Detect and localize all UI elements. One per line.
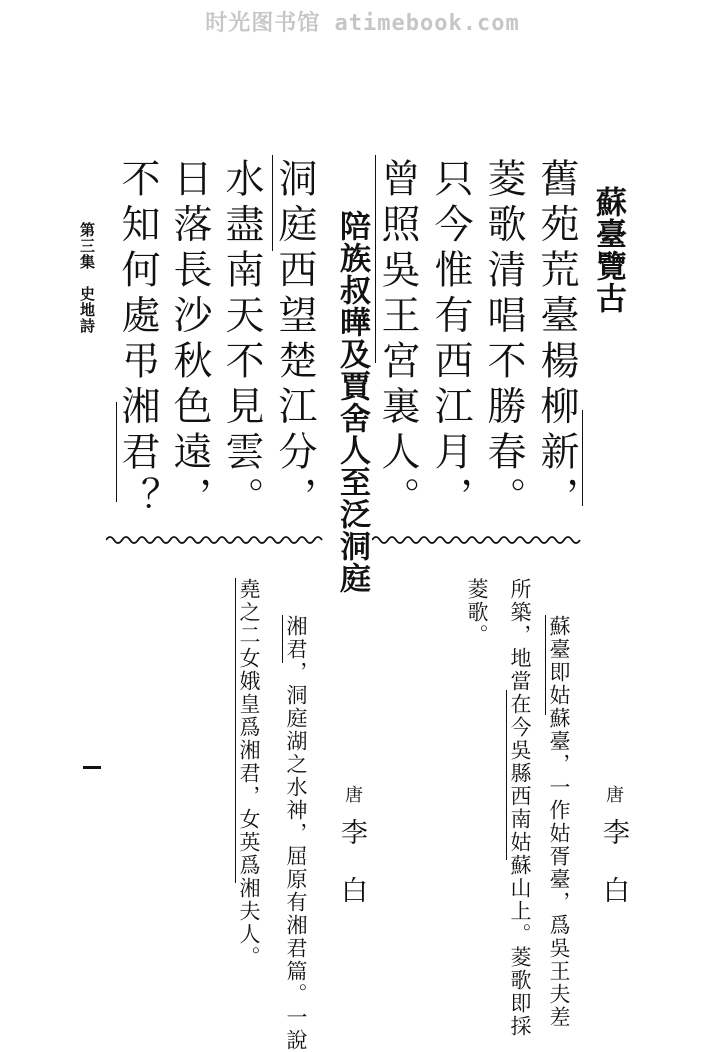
- wavy-divider: [106, 533, 328, 547]
- annotation-line: 所築，地當在今吳縣西南姑蘇山上。菱歌即採: [508, 578, 532, 1038]
- name-mark: [235, 578, 236, 883]
- poem-line: 水盡南天不見雲。: [219, 158, 264, 522]
- name-mark: [116, 402, 117, 502]
- name-mark: [545, 615, 546, 715]
- running-head: 第三集 史地詩: [78, 222, 96, 334]
- poem-line: 曾照吳王宮裏人。: [375, 158, 420, 522]
- wavy-divider: [372, 533, 582, 547]
- poem-line: 日落長沙秋色遠，: [167, 158, 212, 522]
- poem-line: 只今惟有西江月，: [428, 158, 473, 522]
- annotation-line: 湘君，洞庭湖之水神，屈原有湘君篇。一說: [284, 615, 308, 1052]
- annotation-line: 菱歌。: [465, 578, 489, 647]
- author-name: 李 白: [336, 818, 367, 903]
- name-mark: [282, 615, 283, 663]
- page-number-mark: [83, 766, 101, 769]
- poem-title: 蘇臺覽古: [590, 186, 626, 314]
- name-mark: [506, 690, 507, 860]
- poem-line: 不知何處弔湘君？: [115, 158, 160, 522]
- author-name: 李 白: [598, 818, 629, 903]
- name-mark: [272, 155, 273, 251]
- watermark: 时光图书馆 atimebook.com: [205, 11, 520, 36]
- author-dynasty: 唐: [603, 785, 624, 803]
- annotation-line: 蘇臺即姑蘇臺，一作姑胥臺，爲吳王夫差: [547, 615, 571, 1029]
- poem-line: 菱歌清唱不勝春。: [481, 158, 526, 522]
- name-mark: [582, 410, 583, 506]
- author-dynasty: 唐: [342, 785, 363, 803]
- poem-line: 洞庭西望楚江分，: [272, 158, 317, 522]
- name-mark: [375, 155, 376, 363]
- poem-title: 陪族叔曄及賈舍人至泛洞庭: [334, 210, 370, 594]
- annotation-line: 堯之二女娥皇爲湘君，女英爲湘夫人。: [237, 578, 261, 969]
- poem-line: 舊苑荒臺楊柳新，: [534, 158, 579, 522]
